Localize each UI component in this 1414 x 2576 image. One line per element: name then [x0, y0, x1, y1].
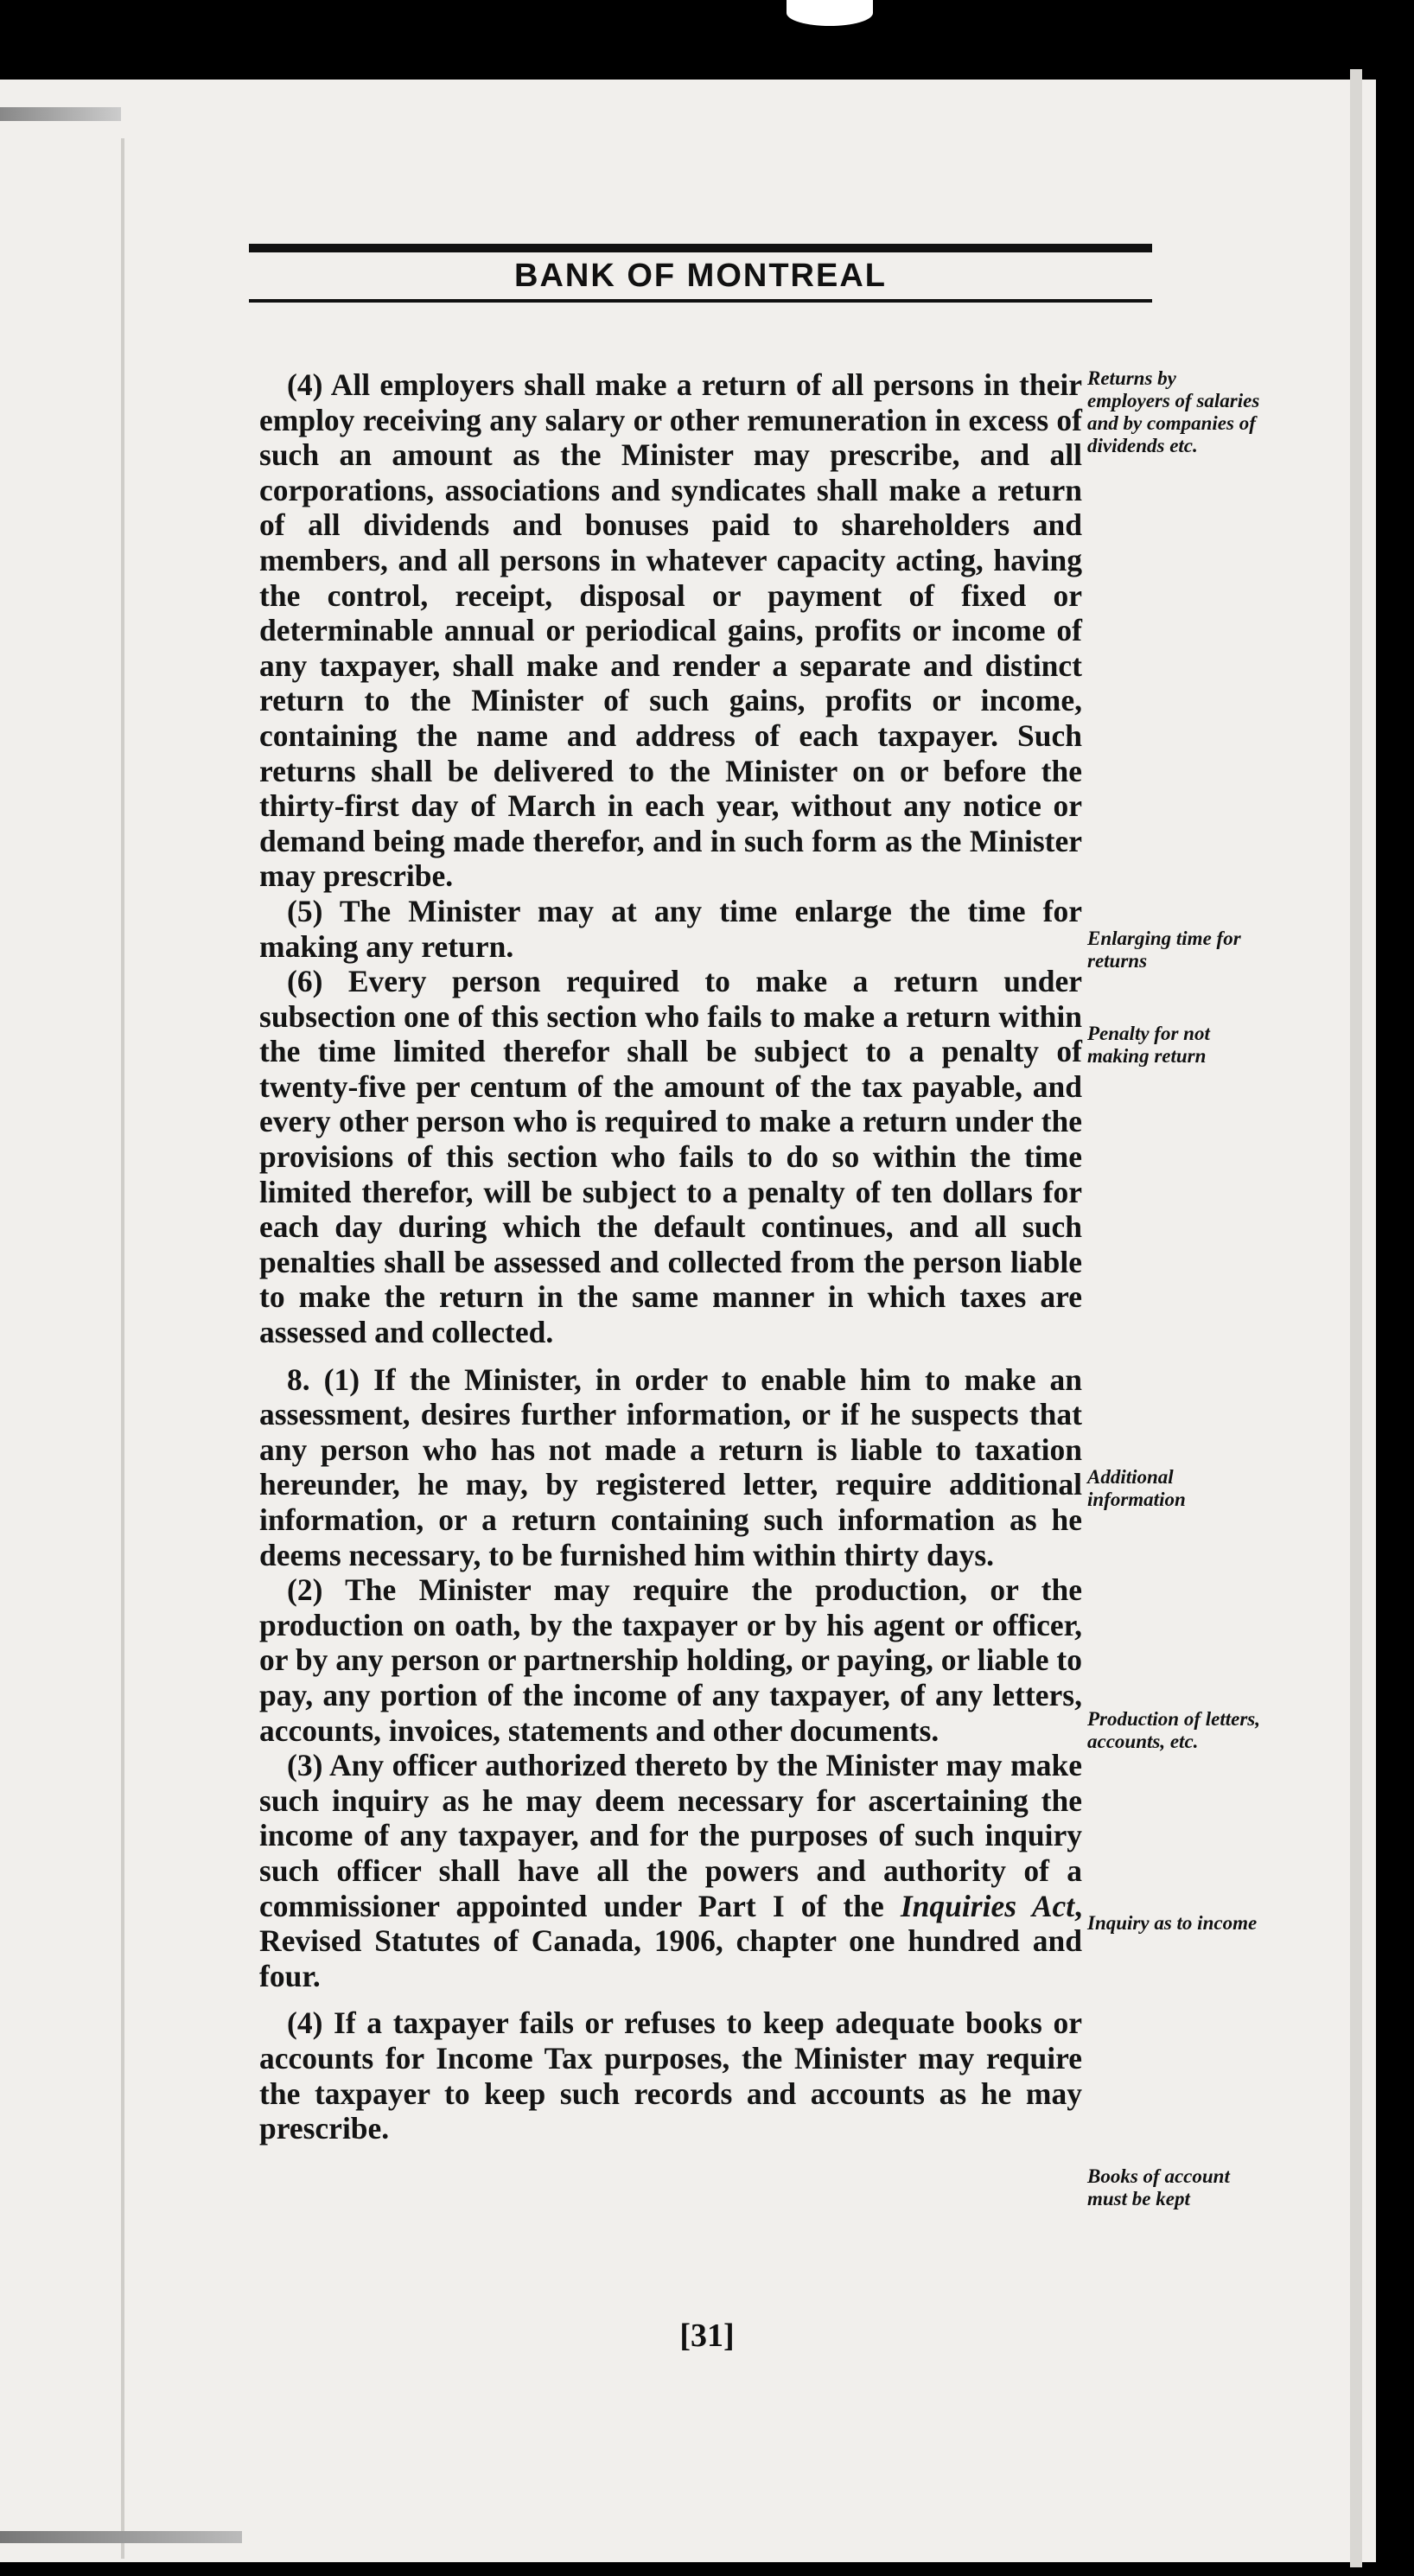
margin-note-additional-information: Additional information — [1087, 1466, 1186, 1510]
inquiry-text-before: (3) Any officer authorized thereto by the Minister may make such inquiry as he may deem necessary for ascertaining the income of any taxpayer, and for the purposes of such inquiry such officer shall have all the powers and authority of a commissioner appointed under Part I of the — [259, 1748, 1082, 1923]
header-title: BANK OF MONTREAL — [514, 258, 887, 294]
running-header — [249, 244, 1152, 303]
header-rule-bottom — [249, 299, 1152, 303]
paragraph-enlarge-time: (5) The Minister may at any time enlarge the time for making any return. — [259, 893, 1082, 964]
body-text — [259, 367, 1082, 2146]
paragraph-books-of-account: (4) If a taxpayer fails or refuses to keep adequate books or accounts for Income Tax purposes, the Minister may require the taxpayer to keep such records and accounts as he may prescribe. — [259, 2005, 1082, 2146]
paragraph-inquiry — [259, 1748, 1082, 1993]
paragraph-returns-by-employers: (4) All employers shall make a return of all persons in their employ receiving any salary or other remuneration in excess of such an amount as the Minister may prescribe, and all corporations, associations and syndicates shall make a return of all dividends and bonuses paid to shareholders and members, and all persons in whatever capacity acting, having the control, receipt, disposal or payment of fixed or determinable annual or periodical gains, profits or income of any taxpayer, shall make and render a separate and distinct return to the Minister of such gains, profits or income, containing the name and address of each taxpayer. Such returns shall be delivered to the Minister on or before the thirty-first day of March in each year, without any notice or demand being made therefor, and in such form as the Minister may prescribe. — [259, 367, 1082, 894]
margin-note-enlarging-time: Enlarging time for returns — [1087, 928, 1241, 972]
margin-note-returns: Returns by employers of salaries and by companies of dividends etc. — [1087, 367, 1260, 456]
header-rule-top — [249, 244, 1152, 252]
paragraph-penalty: (6) Every person required to make a return under subsection one of this section who fails to make a return within the time limited therefor shall be subject to a penalty of twenty-five per centum of the amount of the tax payable, and every other person who is required to make a return under the provisions of this section who fails to do so within the time limited therefor, will be subject to a penalty of ten dollars for each day during which the default continues, and all such penalties shall be assessed and collected from the person liable to make the return in the same manner in which taxes are assessed and collected. — [259, 964, 1082, 1350]
inquiries-act-title: Inquiries Act — [900, 1888, 1075, 1923]
margin-note-penalty: Penalty for not making return — [1087, 1023, 1210, 1067]
binding-spine — [121, 138, 124, 2559]
inquiry-text-after: , Revised Statutes of Canada, 1906, chapter one hundred and four. — [259, 1888, 1082, 1993]
page-number: [31] — [679, 2318, 735, 2354]
scan-artifact-bottom — [0, 2531, 242, 2543]
margin-note-production: Production of letters, accounts, etc. — [1087, 1708, 1260, 1752]
margin-note-books: Books of account must be kept — [1087, 2165, 1230, 2209]
scan-artifact-left — [0, 107, 121, 121]
paragraph-additional-information: 8. (1) If the Minister, in order to enable him to make an assessment, desires further information, or if he suspects that any person who has not made a return is liable to taxation hereunder, he may, by registered letter, require additional information, or a return containing such information as he deems necessary, to be furnished him within thirty days. — [259, 1361, 1082, 1572]
page-edge — [1350, 69, 1362, 2567]
scan-artifact-top — [787, 0, 873, 26]
margin-note-inquiry: Inquiry as to income — [1087, 1912, 1258, 1934]
paragraph-production-of-letters: (2) The Minister may require the production, or the production on oath, by the taxpayer or by his agent or officer, or by any person or partnership holding, or paying, or liable to pay, any portion of the income of any taxpayer, of any letters, accounts, invoices, statements and other documents. — [259, 1572, 1082, 1748]
